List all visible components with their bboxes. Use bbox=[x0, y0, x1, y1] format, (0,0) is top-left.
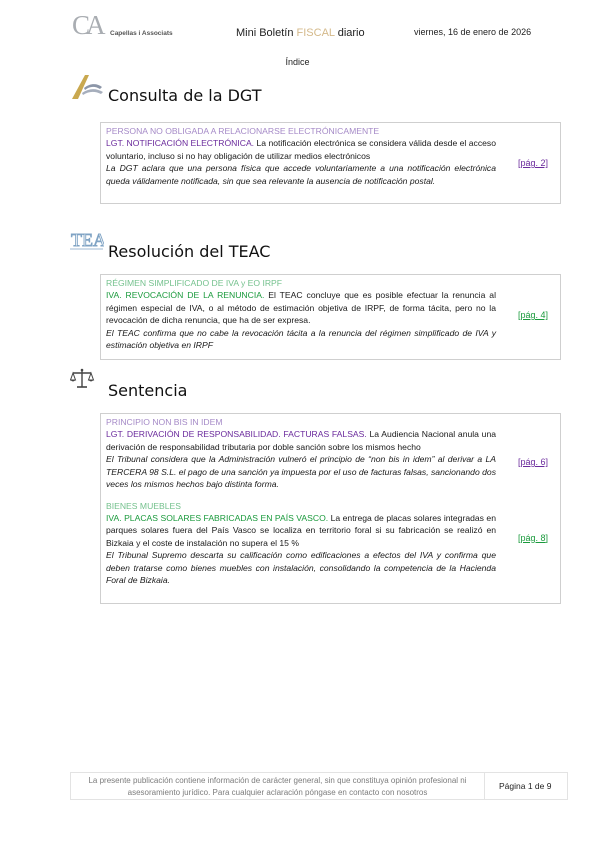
page-footer bbox=[70, 772, 568, 800]
svg-text:TEA: TEA bbox=[71, 230, 104, 250]
logo-text: Capellas i Associats bbox=[110, 30, 173, 37]
sentencia-index-box bbox=[100, 413, 561, 604]
entry-text: La entrega de placas solares integradas en parques solares fuera del País Vasco se localiza en territorio foral si su fabricación se realizó en Bizkaia y el coste de instalación no supera el 15 % bbox=[106, 512, 496, 548]
footer-divider bbox=[484, 773, 485, 799]
bulletin-date: viernes, 16 de enero de 2026 bbox=[414, 27, 532, 37]
index-entry bbox=[101, 123, 560, 190]
bulletin-title-fiscal: FISCAL bbox=[296, 27, 335, 39]
entry-lead: LGT. DERIVACIÓN DE RESPONSABILIDAD. FACTURAS FALSAS. bbox=[106, 429, 367, 439]
legal-disclaimer: La presente publicación contiene información de carácter general, sin que constituya opinión profesional ni asesoramiento jurídico. Para cualquier aclaración póngase en contacto con nosotros bbox=[88, 776, 467, 797]
section-title: Consulta de la DGT bbox=[108, 86, 262, 105]
section-heading-sentencia bbox=[70, 367, 550, 399]
page-header bbox=[70, 12, 550, 44]
index-entry bbox=[101, 414, 560, 494]
company-logo bbox=[72, 12, 182, 42]
entry-summary: El Tribunal considera que la Administración vulneró el principio de “non bis in idem” al derivar a LA TERCERA 98 S.L. el pago de una sanción ya impuesta por el uso de facturas falsas, sancionando dos veces los mismos hechos bajo distinta forma. bbox=[106, 454, 496, 489]
entry-summary: El TEAC confirma que no cabe la revocación tácita a la renuncia del régimen simplificado de IVA y estimación objetiva en IRPF bbox=[106, 327, 496, 350]
entry-category: BIENES MUEBLES bbox=[106, 500, 181, 511]
entry-text: El TEAC concluye que es posible efectuar la renuncia al régimen especial de IVA, o al método de estimación objetiva de IRPF, de forma tácita, pero no la revocación de dicha renuncia, que ha de ser expresa. bbox=[106, 290, 496, 325]
entry-body bbox=[106, 137, 496, 162]
index-entry bbox=[101, 498, 560, 590]
section-title: Resolución del TEAC bbox=[108, 242, 271, 261]
entry-category: PERSONA NO OBLIGADA A RELACIONARSE ELECTRÓNICAMENTE bbox=[106, 126, 380, 136]
index-label: Índice bbox=[285, 57, 310, 67]
page-link[interactable]: [pág. 2] bbox=[517, 158, 548, 168]
logo-mark: CA bbox=[72, 10, 102, 40]
entry-lead: IVA. REVOCACIÓN DE LA RENUNCIA. bbox=[106, 290, 265, 300]
entry-lead: IVA. PLACAS SOLARES FABRICADAS EN PAÍS VASCO. bbox=[106, 512, 329, 523]
entry-summary: El Tribunal Supremo descarta su calificación como edificaciones a efectos del IVA y confirma que deben tratarse como bienes muebles con instalación, consolidando la competencia de la Hacienda Foral de Bizkaia. bbox=[106, 550, 496, 585]
section-title: Sentencia bbox=[108, 381, 188, 400]
aeat-logo-icon bbox=[70, 72, 104, 102]
page-link[interactable]: [pág. 4] bbox=[517, 310, 548, 320]
page-number: Página 1 de 9 bbox=[499, 781, 552, 791]
dgt-index-box bbox=[100, 122, 561, 204]
entry-summary: La DGT aclara que una persona física que accede voluntariamente a una notificación electrónica queda válidamente notificada, sin que sea relevante la ausencia de notificación postal. bbox=[106, 163, 496, 186]
scales-icon bbox=[70, 367, 104, 397]
section-heading-dgt bbox=[70, 72, 550, 104]
page-link[interactable]: [pág. 6] bbox=[517, 457, 548, 467]
entry-category: PRINCIPIO NON BIS IN IDEM bbox=[106, 417, 223, 427]
teac-logo-icon bbox=[70, 228, 104, 258]
teac-index-box bbox=[100, 274, 561, 360]
entry-body bbox=[106, 512, 496, 550]
bulletin-title: Mini Boletín FISCAL diario bbox=[236, 27, 365, 39]
entry-text: La Audiencia Nacional anula una derivación de responsabilidad tributaria por doble sanción sobre los mismos hecho bbox=[106, 429, 497, 452]
entry-body bbox=[106, 428, 496, 453]
section-heading-teac bbox=[70, 228, 550, 260]
entry-category: RÉGIMEN SIMPLIFICADO DE IVA y EO IRPF bbox=[106, 278, 283, 288]
page-link[interactable]: [pág. 8] bbox=[517, 532, 548, 543]
index-entry bbox=[101, 275, 560, 355]
entry-lead: LGT. NOTIFICACIÓN ELECTRÓNICA. bbox=[106, 138, 255, 148]
entry-text: La notificación electrónica se considera válida desde el acceso voluntario, incluso si no hay obligación de utilizar medios electrónicos bbox=[106, 138, 496, 161]
entry-body bbox=[106, 289, 496, 327]
